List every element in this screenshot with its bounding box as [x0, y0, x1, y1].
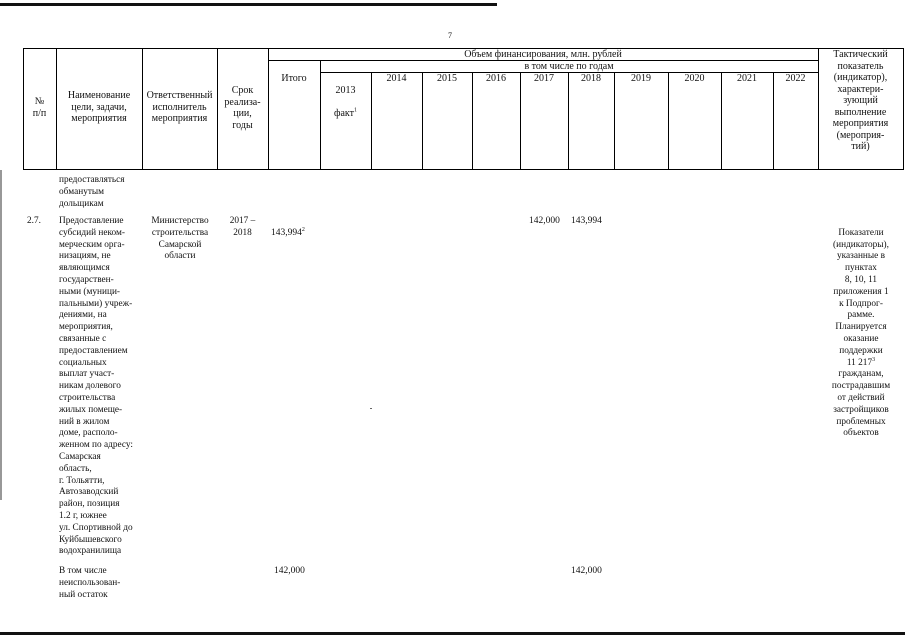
- page-number: 7: [448, 31, 452, 40]
- row-2017-value: 142,000: [529, 216, 560, 226]
- subrow-2018-value: 142,000: [571, 566, 602, 576]
- header-col-term: Срок реализа- ции, годы: [224, 85, 261, 131]
- year-2013-note: факт: [333, 107, 354, 119]
- row-name: Предоставление субсидий неком- мерческим орга- низациям, не являющимся государствен- ными (муници- пальными) учреж- дениями, на мероприятия, связанные с предоставлением социальных выплат участ- никам долевого строительства жилых помеще- ний в жилом доме, располо- женном по адресу: Самарская область, г. Тольятти, Автозаводский район, позиция 1.2 г, южнее ул. Спортивной до Куйбышевского водохранилища: [59, 216, 133, 557]
- vline-13: [721, 72, 722, 170]
- vline-9: [520, 72, 521, 170]
- indicator-text-a: Показатели (индикаторы), указанные в пунктах 8, 10, 11 приложения 1 к Подпрог- рамме. Планируется оказание поддержки: [833, 227, 889, 356]
- vline-14: [773, 72, 774, 170]
- header-col-name: Наименование цели, задачи, мероприятия: [67, 90, 131, 124]
- header-col-indicator: Тактический показатель (индикатор), характери- зующий выполнение мероприятия (мероприя- тий): [832, 49, 889, 152]
- continuation-text: предоставляться обманутым дольщикам: [59, 175, 125, 209]
- vline-11: [614, 72, 615, 170]
- header-funding-title: Объем финансирования, млн. рублей: [464, 49, 622, 60]
- header-year-2017: 2017: [534, 73, 554, 84]
- vline-8: [472, 72, 473, 170]
- footnote-mark: 1: [354, 107, 357, 114]
- header-by-years: в том числе по годам: [524, 61, 614, 72]
- row-2018-value: 143,994: [571, 216, 602, 226]
- vline-12: [668, 72, 669, 170]
- indicator-number: 11 217: [846, 357, 873, 368]
- footnote-mark: 3: [872, 356, 876, 363]
- header-year-2019: 2019: [631, 73, 651, 84]
- row-number: 2.7.: [27, 216, 41, 226]
- vline-16: [903, 48, 904, 170]
- header-year-2020: 2020: [684, 73, 705, 84]
- row-total: [271, 216, 305, 240]
- header-year-2015: 2015: [437, 73, 457, 84]
- footnote-mark: 2: [301, 226, 305, 233]
- table-header: [0, 0, 905, 170]
- subrow-total: 142,000: [274, 566, 305, 576]
- header-col-responsible: Ответственный исполнитель мероприятия: [146, 90, 213, 124]
- vline-6: [371, 72, 372, 170]
- indicator-text-b: гражданам, пострадавшим от действий застройщиков проблемных объектов: [831, 369, 891, 439]
- header-year-2013: [320, 73, 371, 119]
- header-year-2014: 2014: [386, 73, 407, 84]
- subrow-name: В том числе неиспользован- ный остаток: [59, 566, 121, 600]
- row-responsible: Министерство строительства Самарской области: [151, 216, 209, 262]
- bottom-rule: [0, 632, 905, 635]
- row-term: 2017 – 2018: [229, 216, 256, 238]
- vline-7: [422, 72, 423, 170]
- scan-speck: [370, 408, 372, 409]
- header-total: Итого: [281, 73, 307, 84]
- header-bottom-line: [23, 169, 904, 170]
- year-label: 2013: [335, 84, 356, 96]
- header-year-2021: 2021: [737, 73, 757, 84]
- vline-4: [268, 48, 269, 170]
- header-year-2022: 2022: [785, 73, 806, 84]
- scan-edge-mark: [0, 170, 2, 500]
- header-col-number: № п/п: [32, 96, 47, 119]
- vline-10: [568, 72, 569, 170]
- row-total-value: 143,994: [271, 227, 302, 238]
- row-indicator: [819, 216, 903, 440]
- header-year-2016: 2016: [486, 73, 506, 84]
- header-year-2018: 2018: [581, 73, 601, 84]
